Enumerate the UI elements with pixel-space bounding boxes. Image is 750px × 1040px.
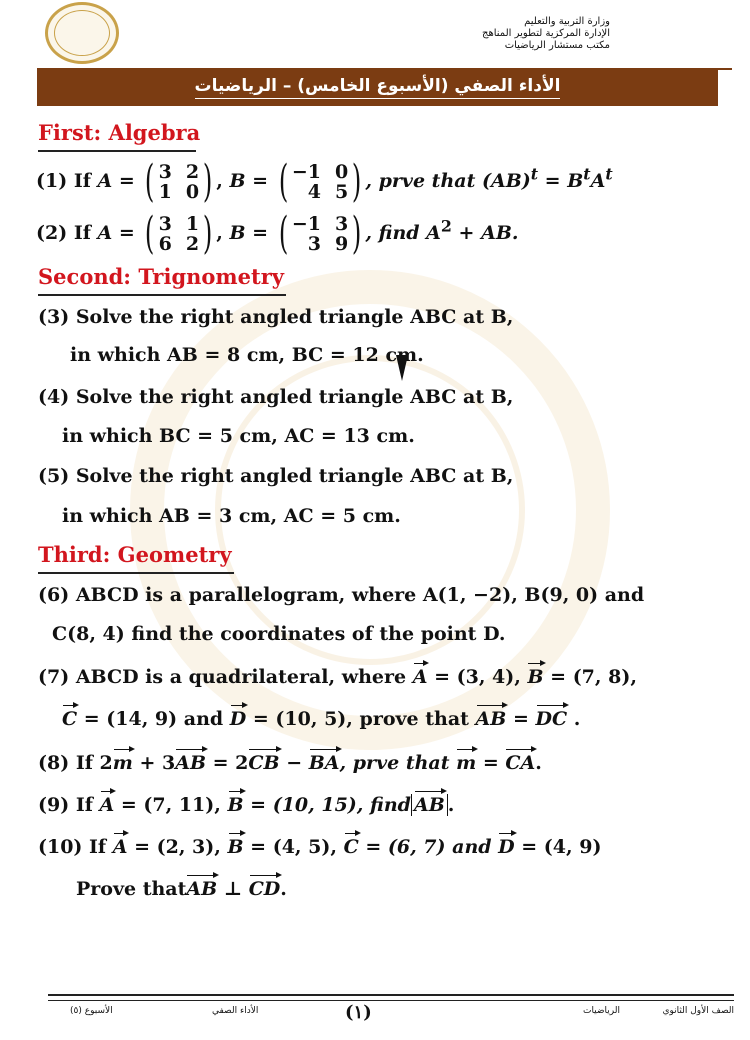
vector-a: A	[112, 836, 128, 858]
question-text: + 3	[132, 752, 176, 774]
matrix-b: ( −1 3 3 9 )	[278, 208, 362, 259]
equals-sign: =	[506, 708, 536, 730]
matrix-a: ( 3 2 1 0 )	[145, 156, 213, 207]
vector-cb: CB	[248, 752, 280, 774]
question-3-line-2: in which AB = 8 cm, BC = 12 cm.	[70, 344, 424, 366]
vector-c: C	[62, 708, 78, 730]
matrix-b: ( −1 0 4 5 )	[278, 156, 362, 207]
question-7-line-1	[38, 666, 637, 688]
banner-rule	[718, 68, 732, 70]
question-text: = B	[538, 170, 584, 192]
equals-sign: =	[245, 170, 275, 192]
question-8	[38, 752, 542, 774]
section-heading-geometry: Third: Geometry	[38, 542, 232, 567]
question-text: = (4, 9)	[514, 836, 602, 858]
question-text: = (4, 5),	[243, 836, 344, 858]
vector-b: B	[227, 836, 244, 858]
question-text: , prve that (AB)	[365, 170, 531, 192]
transpose-sup: t	[605, 164, 613, 184]
vector-a: A	[99, 794, 115, 816]
question-text: , prve that	[339, 752, 457, 774]
question-number: (2)	[36, 222, 68, 244]
vector-ab: AB	[413, 794, 445, 816]
question-6-line-1: (6) ABCD is a parallelogram, where A(1, −2), B(9, 0) and	[38, 584, 645, 606]
question-text: = (2, 3),	[127, 836, 228, 858]
section-heading-trig: Second: Trignometry	[38, 264, 284, 289]
heading-underline	[38, 294, 286, 296]
question-text: = (6, 7) and	[358, 836, 499, 858]
math-var: A	[97, 170, 113, 192]
transpose-sup: t	[530, 164, 539, 184]
question-text: = (14, 9) and	[77, 708, 230, 730]
vector-ab: AB	[186, 878, 218, 900]
question-number: (1)	[36, 170, 68, 192]
question-text: = (10, 15), find	[243, 794, 411, 816]
vector-dc: DC	[535, 708, 568, 730]
page-number: (١)	[345, 1002, 372, 1023]
heading-underline	[38, 150, 196, 152]
vector-m: m	[112, 752, 133, 774]
question-text: (10) If	[38, 836, 113, 858]
math-var: B	[229, 170, 246, 192]
ministry-line: مكتب مستشار الرياضيات	[504, 40, 610, 51]
question-text: = 2	[206, 752, 249, 774]
transpose-sup: t	[583, 164, 591, 184]
vector-ca: CA	[505, 752, 536, 774]
title-banner	[37, 68, 718, 106]
perpendicular-sign: ⊥	[217, 878, 249, 900]
question-text: .	[447, 794, 455, 816]
math-var: A	[97, 222, 113, 244]
question-text: .	[280, 878, 287, 900]
math-var: A	[590, 170, 606, 192]
question-10-line-2	[76, 878, 287, 900]
section-heading-algebra: First: Algebra	[38, 120, 201, 145]
question-text: (7) ABCD is a quadrilateral, where	[38, 666, 413, 688]
ministry-line: الإدارة المركزية لتطوير المناهج	[482, 28, 610, 39]
heading-underline	[38, 572, 234, 574]
question-4-line-1: (4) Solve the right angled triangle ABC at B,	[38, 386, 514, 408]
mouse-cursor-icon	[396, 355, 408, 381]
question-text: (9) If	[38, 794, 100, 816]
vector-c: C	[343, 836, 359, 858]
question-9	[38, 794, 454, 816]
vector-a: A	[412, 666, 428, 688]
question-4-line-2: in which BC = 5 cm, AC = 13 cm.	[62, 425, 415, 447]
square-sup: 2	[440, 216, 452, 236]
banner-title: الأداء الصفي (الأسبوع الخامس) – الرياضيات	[195, 76, 561, 99]
vector-ab: AB	[475, 708, 507, 730]
question-text: If	[73, 222, 98, 244]
ministry-line: وزارة التربية والتعليم	[524, 16, 610, 27]
question-text: Prove that	[76, 878, 187, 900]
question-text: If	[73, 170, 98, 192]
footer-week: الأسبوع (٥)	[70, 1006, 113, 1016]
ministry-header	[482, 16, 610, 52]
vector-b: B	[227, 794, 244, 816]
question-5-line-2: in which AB = 3 cm, AC = 5 cm.	[62, 505, 401, 527]
question-text: , find A	[365, 222, 441, 244]
question-7-line-2	[62, 708, 580, 730]
question-6-line-2: C(8, 4) find the coordinates of the point D.	[52, 623, 506, 645]
vector-ab: AB	[175, 752, 207, 774]
footer-rule	[48, 994, 734, 996]
equals-sign: =	[245, 222, 275, 244]
question-text: .	[535, 752, 542, 774]
question-5-line-1: (5) Solve the right angled triangle ABC at B,	[38, 465, 514, 487]
equals-sign: =	[112, 170, 142, 192]
equals-sign: =	[112, 222, 142, 244]
vector-d: D	[229, 708, 247, 730]
question-text: = (7, 11),	[114, 794, 228, 816]
question-1: (1) If A = ( 3 2 1 0 ) , B = ( −1 0 4 5 ) , prve that $(AB)^t = B^tA^t$	[36, 156, 613, 207]
vector-ba: BA	[308, 752, 340, 774]
footer-rule	[48, 1000, 734, 1001]
vector-m: m	[456, 752, 477, 774]
question-10-line-1	[38, 836, 601, 858]
question-text: .	[567, 708, 581, 730]
vector-b: B	[527, 666, 544, 688]
matrix-a: ( 3 1 6 2 )	[145, 208, 213, 259]
ministry-logo-ring	[54, 10, 110, 56]
question-text: + AB.	[451, 222, 519, 244]
question-text: = (10, 5), prove that	[246, 708, 476, 730]
question-3-line-1: (3) Solve the right angled triangle ABC at B,	[38, 306, 514, 328]
question-text: = (7, 8),	[543, 666, 637, 688]
footer-subject: الرياضيات	[582, 1006, 620, 1016]
vector-cd: CD	[248, 878, 281, 900]
footer-grade: الصف الأول الثانوي	[662, 1006, 734, 1016]
footer-performance: الأداء الصفي	[212, 1006, 259, 1016]
math-var: B	[229, 222, 246, 244]
question-text: =	[476, 752, 506, 774]
vector-d: D	[498, 836, 515, 858]
question-text: = (3, 4),	[427, 666, 528, 688]
question-text: −	[279, 752, 309, 774]
vector-norm	[411, 794, 448, 816]
question-text: (8) If 2	[38, 752, 113, 774]
question-2: (2) If A = ( 3 1 6 2 ) , B = ( −1 3 3 9 ) , find $A^2$ + AB.	[36, 208, 519, 259]
